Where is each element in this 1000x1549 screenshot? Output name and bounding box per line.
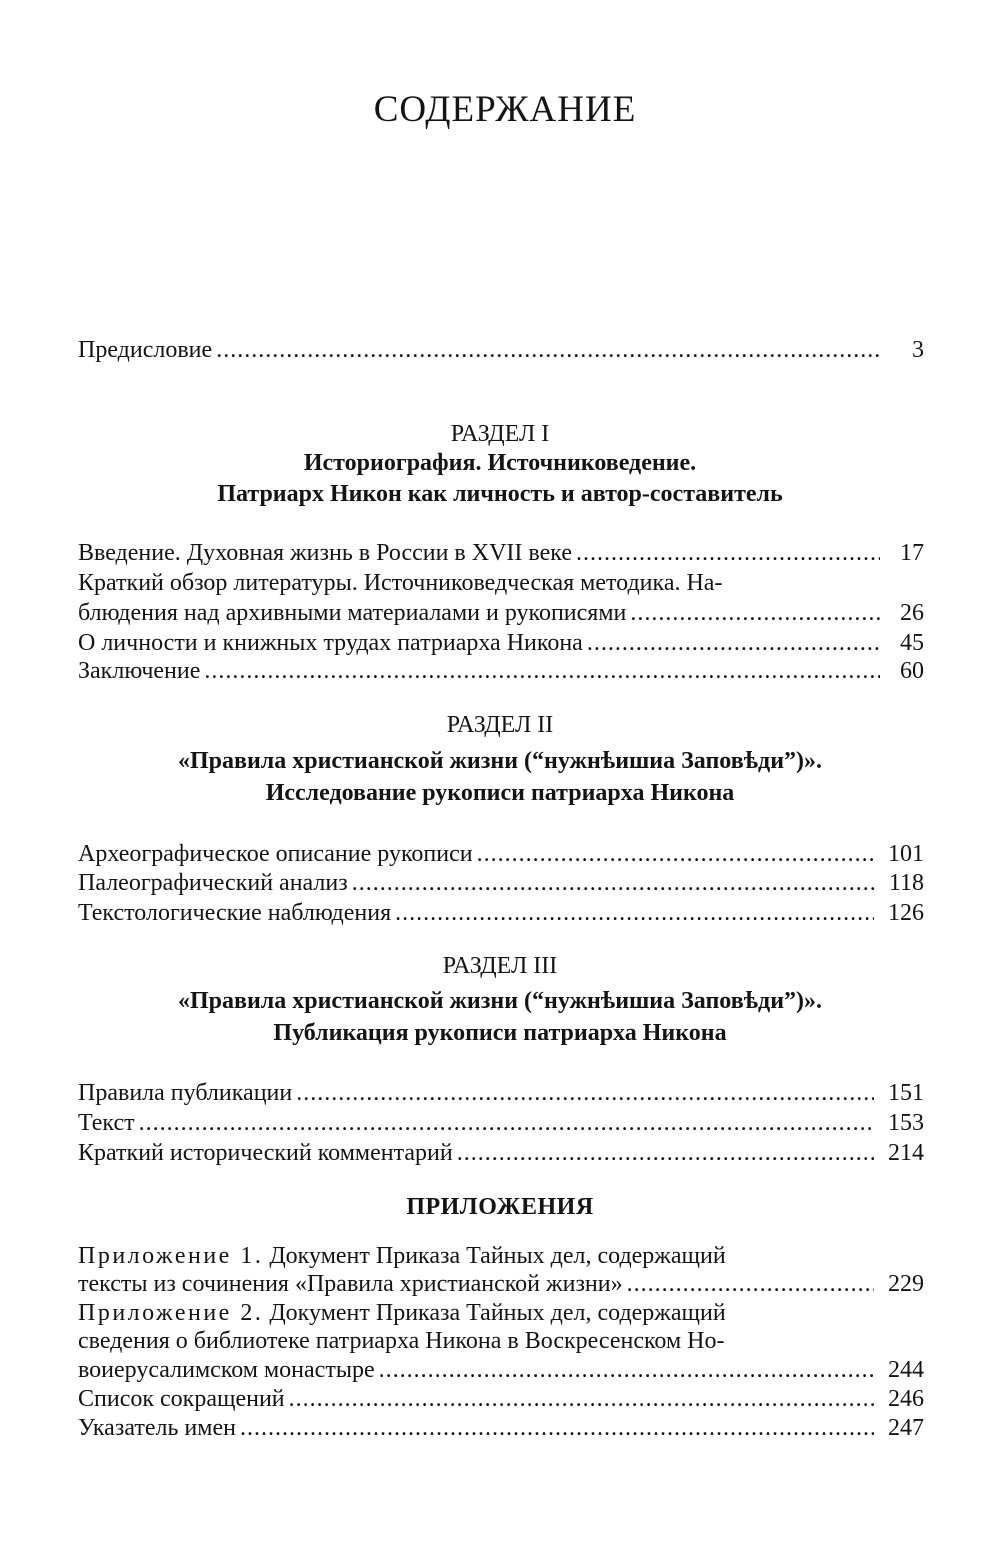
toc-entry-page: 126 xyxy=(888,900,924,926)
toc-entry-label: Палеографический анализ xyxy=(78,870,348,896)
dot-leader xyxy=(457,1139,874,1167)
toc-entry-label: тексты из сочинения «Правила христианской жизни» xyxy=(78,1271,623,1297)
toc-entry-page: 153 xyxy=(888,1110,924,1136)
toc-entry-page: 229 xyxy=(888,1271,924,1297)
toc-entry-literature[interactable] xyxy=(78,599,924,627)
toc-entry-page: 3 xyxy=(912,337,924,363)
toc-entry-page: 17 xyxy=(900,540,924,566)
toc-entry-paleographic[interactable] xyxy=(78,869,924,897)
toc-entry-appendix-1-line-1[interactable] xyxy=(78,1242,924,1270)
toc-entry-archeographic[interactable] xyxy=(78,840,924,868)
dot-leader xyxy=(576,539,880,567)
toc-entry-text[interactable] xyxy=(78,1109,924,1137)
toc-entry-label: Предисловие xyxy=(78,337,213,363)
toc-entry-page: 244 xyxy=(888,1357,924,1383)
dot-leader xyxy=(477,840,874,868)
toc-entry-conclusion[interactable] xyxy=(78,657,924,685)
toc-entry-commentary[interactable] xyxy=(78,1139,924,1167)
section-1-subtitle-2: Патриарх Никон как личность и автор-составитель xyxy=(217,481,783,507)
toc-entry-label: Текст xyxy=(78,1110,135,1136)
toc-entry-publication-rules[interactable] xyxy=(78,1079,924,1107)
section-3-heading: РАЗДЕЛ III xyxy=(442,953,558,979)
section-1-subtitle-1: Историография. Источниковедение. xyxy=(303,450,697,476)
section-2-heading: РАЗДЕЛ II xyxy=(446,712,554,738)
dot-leader xyxy=(379,1356,874,1384)
toc-entry-page: 45 xyxy=(900,630,924,656)
toc-entry-appendix-2[interactable] xyxy=(78,1356,924,1384)
page-title: СОДЕРЖАНИЕ xyxy=(373,89,637,130)
dot-leader xyxy=(204,657,880,685)
toc-entry-label: Список сокращений xyxy=(78,1386,285,1412)
toc-entry-page: 60 xyxy=(900,658,924,684)
toc-entry-page: 151 xyxy=(888,1080,924,1106)
toc-entry-page: 214 xyxy=(888,1140,924,1166)
toc-entry-label: Правила публикации xyxy=(78,1080,293,1106)
dot-leader xyxy=(216,336,880,364)
toc-entry-appendix-1[interactable] xyxy=(78,1270,924,1298)
dot-leader xyxy=(352,869,875,897)
toc-entry-page: 26 xyxy=(900,600,924,626)
appendices-heading: ПРИЛОЖЕНИЯ xyxy=(406,1194,594,1220)
toc-entry-page: 101 xyxy=(888,841,924,867)
toc-entry-label: Введение. Духовная жизнь в России в XVII веке xyxy=(78,540,572,566)
toc-entry-introduction[interactable] xyxy=(78,539,924,567)
toc-entry-page: 118 xyxy=(888,870,924,896)
toc-entry-personality[interactable] xyxy=(78,629,924,657)
toc-entry-abbreviations[interactable] xyxy=(78,1385,924,1413)
toc-entry-literature-line-1[interactable]: Краткий обзор литературы. Источниковедческая методика. На- xyxy=(78,570,723,596)
appendix-prefix: Приложение 1. xyxy=(78,1243,264,1269)
section-2-subtitle-1: «Правила христианской жизни (“нужнѣишиа Заповѣди”)». xyxy=(177,748,823,774)
dot-leader xyxy=(240,1414,874,1442)
toc-entry-appendix-2-line-2[interactable]: сведения о библиотеке патриарха Никона в Воскресенском Но- xyxy=(78,1328,725,1354)
toc-entry-name-index[interactable] xyxy=(78,1414,924,1442)
toc-entry-label: Текстологические наблюдения xyxy=(78,900,392,926)
toc-entry-page: 247 xyxy=(888,1415,924,1441)
toc-entry-preface[interactable] xyxy=(78,336,924,364)
toc-entry-label: Краткий исторический комментарий xyxy=(78,1140,453,1166)
dot-leader xyxy=(587,629,880,657)
section-2-subtitle-2: Исследование рукописи патриарха Никона xyxy=(265,780,735,806)
toc-entry-label: Указатель имен xyxy=(78,1415,236,1441)
toc-entry-label: Археографическое описание рукописи xyxy=(78,841,473,867)
section-3-subtitle-2: Публикация рукописи патриарха Никона xyxy=(273,1020,727,1046)
dot-leader xyxy=(289,1385,874,1413)
toc-entry-label: блюдения над архивными материалами и рукописями xyxy=(78,600,627,626)
appendix-label-line-1: Документ Приказа Тайных дел, содержащий xyxy=(263,1300,726,1326)
toc-entry-appendix-2-line-1[interactable] xyxy=(78,1299,924,1327)
dot-leader xyxy=(296,1079,874,1107)
dot-leader xyxy=(139,1109,874,1137)
dot-leader xyxy=(395,899,874,927)
toc-entry-label: О личности и книжных трудах патриарха Никона xyxy=(78,630,583,656)
toc-entry-textological[interactable] xyxy=(78,899,924,927)
appendix-label-line-1: Документ Приказа Тайных дел, содержащий xyxy=(263,1243,726,1269)
toc-entry-label: Заключение xyxy=(78,658,201,684)
dot-leader xyxy=(627,1270,874,1298)
dot-leader xyxy=(630,599,880,627)
section-1-heading: РАЗДЕЛ I xyxy=(450,421,550,447)
toc-entry-label: воиерусалимском монастыре xyxy=(78,1357,375,1383)
appendix-prefix: Приложение 2. xyxy=(78,1300,264,1326)
toc-entry-page: 246 xyxy=(888,1386,924,1412)
section-3-subtitle-1: «Правила христианской жизни (“нужнѣишиа Заповѣди”)». xyxy=(177,988,823,1014)
